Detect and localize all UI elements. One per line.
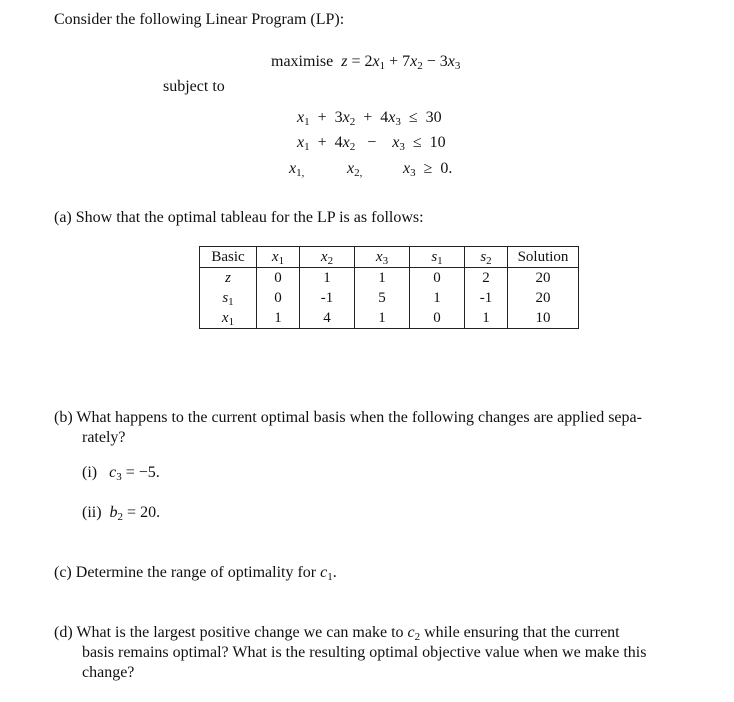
tableau-header-basic: Basic — [200, 247, 257, 268]
constraint-2: $x_1 + 4x_2$ − $x_3 \le 10$ — [297, 134, 446, 153]
objective-keyword: maximise — [271, 53, 334, 70]
row-label: $s_1$ — [200, 288, 257, 308]
table-cell: 1 — [355, 308, 410, 329]
part-d-line-1: (d) What is the largest positive change we can make to $c_2$ while ensuring that the current — [54, 624, 620, 643]
table-cell: 1 — [257, 308, 300, 329]
table-cell: 4 — [300, 308, 355, 329]
part-a-text: (a) Show that the optimal tableau for the LP is as follows: — [54, 209, 424, 226]
objective-function: maximise $z = 2x_1 + 7x_2 - 3x_3$ — [271, 53, 461, 72]
part-b-ii: (ii) $b_2 = 20$. — [82, 504, 161, 523]
table-cell: 20 — [508, 268, 579, 289]
tableau-header-x1: $x_1$ — [257, 247, 300, 268]
nonnegativity-x1: $x_{1,}$ — [289, 160, 305, 179]
table-cell: 0 — [257, 268, 300, 289]
table-cell: 10 — [508, 308, 579, 329]
table-cell: 0 — [410, 308, 465, 329]
tableau-header-s2: $s_2$ — [465, 247, 508, 268]
table-cell: 1 — [355, 268, 410, 289]
row-label: $x_1$ — [200, 308, 257, 329]
part-b-line-1: (b) What happens to the current optimal basis when the following changes are applied sepa- — [54, 409, 642, 426]
table-cell: 1 — [410, 288, 465, 308]
part-c-text: (c) Determine the range of optimality for $c_1$. — [54, 564, 337, 583]
row-label: z — [200, 268, 257, 289]
tableau-header-x2: $x_2$ — [300, 247, 355, 268]
tableau-row-s1 — [200, 288, 579, 308]
tableau-header-solution: Solution — [508, 247, 579, 268]
optimal-tableau — [199, 246, 579, 329]
tableau-header-x3: $x_3$ — [355, 247, 410, 268]
tableau-row-z — [200, 268, 579, 289]
table-cell: 1 — [465, 308, 508, 329]
part-b-line-2: rately? — [82, 429, 126, 446]
part-b-i: (i) $c_3 = -5$. — [82, 464, 160, 483]
table-cell: 20 — [508, 288, 579, 308]
tableau-row-x1 — [200, 308, 579, 329]
nonnegativity-x3: $x_3 \ge 0$. — [403, 160, 453, 179]
part-d-line-3: change? — [82, 664, 135, 681]
table-cell: 2 — [465, 268, 508, 289]
constraint-1: $x_1 + 3x_2 + 4x_3 \le 30$ — [297, 109, 442, 128]
table-cell: -1 — [465, 288, 508, 308]
part-d-line-2: basis remains optimal? What is the resulting optimal objective value when we make this — [82, 644, 647, 661]
intro-text: Consider the following Linear Program (LP): — [54, 11, 345, 28]
table-cell: 0 — [410, 268, 465, 289]
tableau-header-s1: $s_1$ — [410, 247, 465, 268]
nonnegativity-x2: $x_{2,}$ — [347, 160, 363, 179]
table-cell: -1 — [300, 288, 355, 308]
table-cell: 1 — [300, 268, 355, 289]
subject-to-label: subject to — [163, 78, 225, 95]
table-cell: 5 — [355, 288, 410, 308]
table-cell: 0 — [257, 288, 300, 308]
tableau-header-row — [200, 247, 579, 268]
